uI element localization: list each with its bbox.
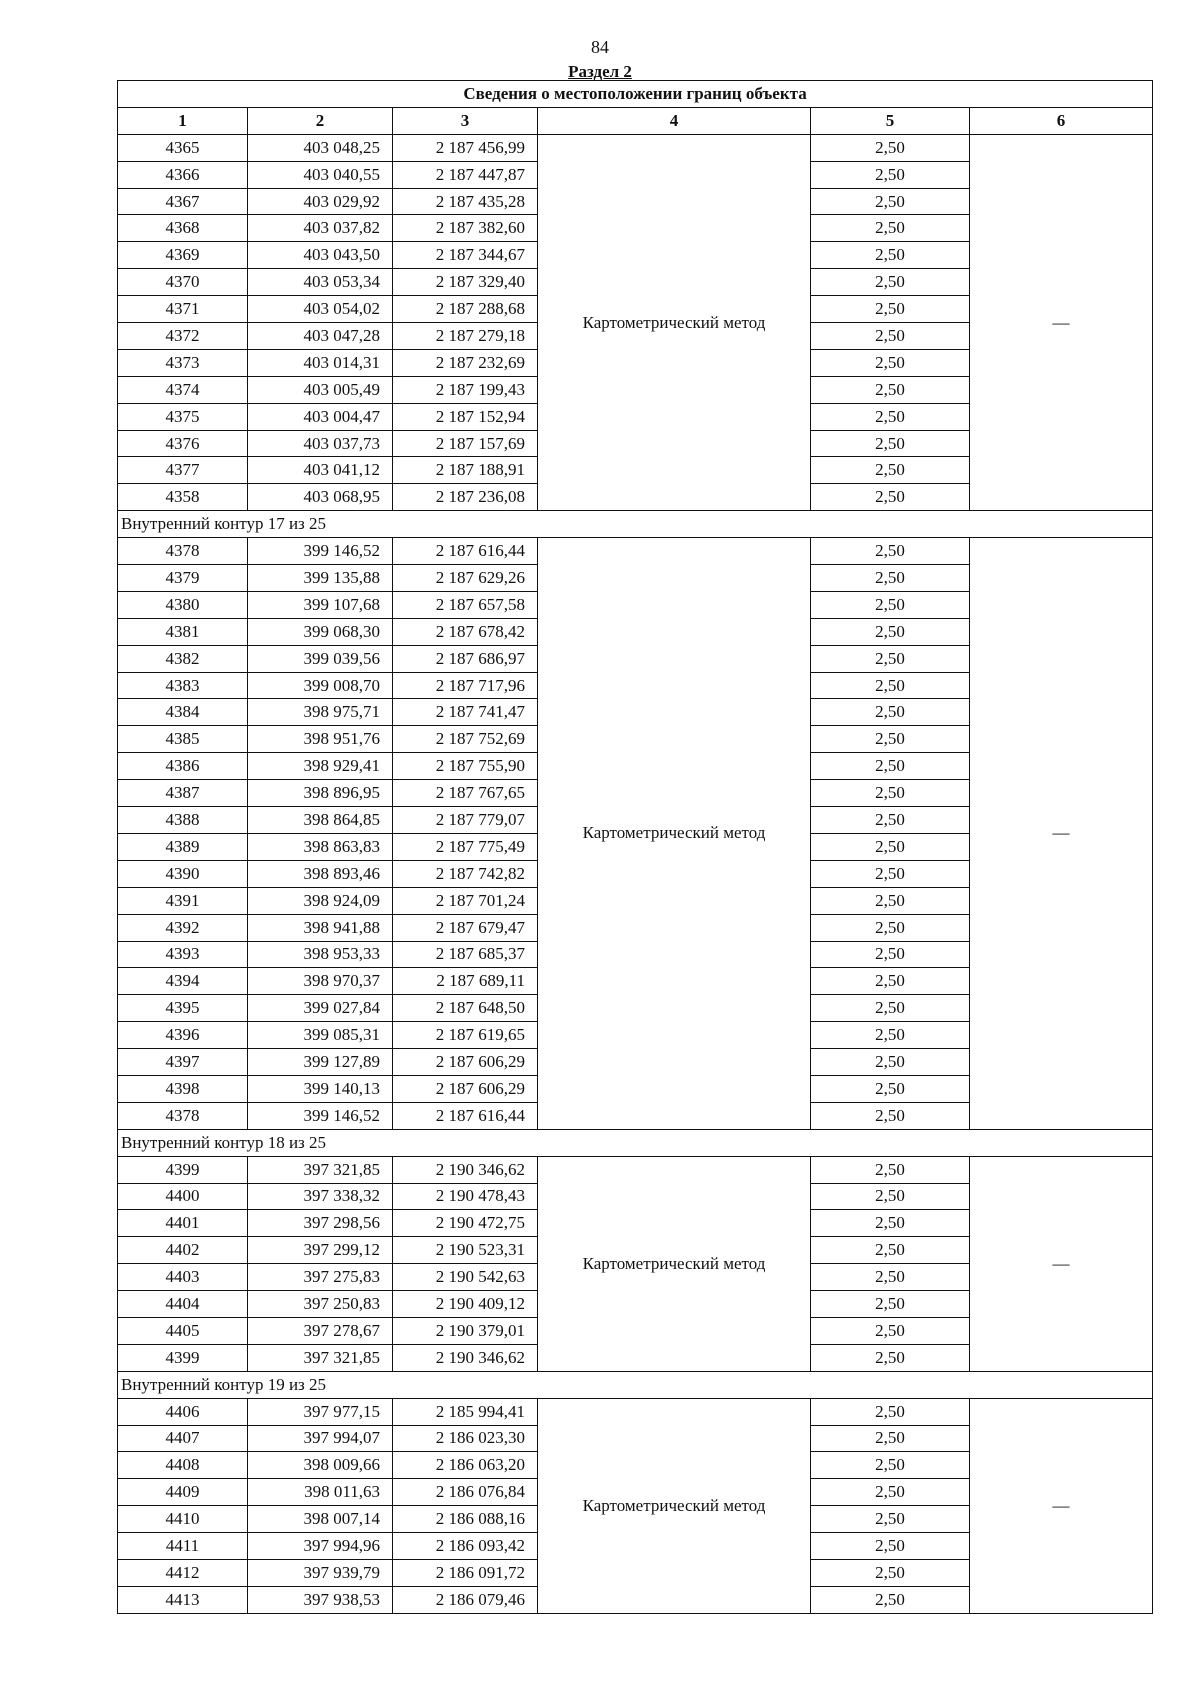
y-coordinate-cell: 2 187 689,11 [393, 968, 538, 995]
accuracy-cell: 2,50 [811, 887, 970, 914]
x-coordinate-cell: 399 085,31 [248, 1022, 393, 1049]
y-coordinate-cell: 2 190 346,62 [393, 1344, 538, 1371]
x-coordinate-cell: 399 140,13 [248, 1075, 393, 1102]
accuracy-cell: 2,50 [811, 780, 970, 807]
accuracy-cell: 2,50 [811, 1075, 970, 1102]
x-coordinate-cell: 397 275,83 [248, 1264, 393, 1291]
y-coordinate-cell: 2 187 344,67 [393, 242, 538, 269]
section-title: Раздел 2 [568, 62, 632, 81]
point-number-cell: 4371 [118, 296, 248, 323]
x-coordinate-cell: 397 939,79 [248, 1559, 393, 1586]
contour-header-row [118, 1129, 1153, 1156]
x-coordinate-cell: 403 029,92 [248, 188, 393, 215]
point-number-cell: 4377 [118, 457, 248, 484]
y-coordinate-cell: 2 187 701,24 [393, 887, 538, 914]
y-coordinate-cell: 2 187 755,90 [393, 753, 538, 780]
accuracy-cell: 2,50 [811, 699, 970, 726]
accuracy-cell: 2,50 [811, 161, 970, 188]
accuracy-cell: 2,50 [811, 1559, 970, 1586]
y-coordinate-cell: 2 187 679,47 [393, 914, 538, 941]
method-cell: Картометрический метод [538, 1398, 811, 1613]
table-row [118, 538, 1153, 565]
accuracy-cell: 2,50 [811, 1586, 970, 1613]
y-coordinate-cell: 2 190 346,62 [393, 1156, 538, 1183]
y-coordinate-cell: 2 187 742,82 [393, 860, 538, 887]
y-coordinate-cell: 2 186 076,84 [393, 1479, 538, 1506]
contour-label: Внутренний контур 18 из 25 [118, 1129, 1153, 1156]
contour-label: Внутренний контур 17 из 25 [118, 511, 1153, 538]
x-coordinate-cell: 398 970,37 [248, 968, 393, 995]
point-number-cell: 4413 [118, 1586, 248, 1613]
accuracy-cell: 2,50 [811, 1237, 970, 1264]
point-number-cell: 4373 [118, 349, 248, 376]
y-coordinate-cell: 2 187 382,60 [393, 215, 538, 242]
y-coordinate-cell: 2 187 329,40 [393, 269, 538, 296]
x-coordinate-cell: 398 864,85 [248, 807, 393, 834]
description-cell: — [970, 1156, 1153, 1371]
accuracy-cell: 2,50 [811, 833, 970, 860]
accuracy-cell: 2,50 [811, 1022, 970, 1049]
x-coordinate-cell: 403 054,02 [248, 296, 393, 323]
point-number-cell: 4380 [118, 591, 248, 618]
x-coordinate-cell: 398 975,71 [248, 699, 393, 726]
y-coordinate-cell: 2 186 063,20 [393, 1452, 538, 1479]
y-coordinate-cell: 2 187 606,29 [393, 1049, 538, 1076]
point-number-cell: 4393 [118, 941, 248, 968]
point-number-cell: 4389 [118, 833, 248, 860]
accuracy-cell: 2,50 [811, 376, 970, 403]
accuracy-cell: 2,50 [811, 1049, 970, 1076]
accuracy-cell: 2,50 [811, 215, 970, 242]
accuracy-cell: 2,50 [811, 403, 970, 430]
accuracy-cell: 2,50 [811, 1452, 970, 1479]
x-coordinate-cell: 403 014,31 [248, 349, 393, 376]
point-number-cell: 4399 [118, 1156, 248, 1183]
table-row [118, 1156, 1153, 1183]
point-number-cell: 4397 [118, 1049, 248, 1076]
accuracy-cell: 2,50 [811, 1264, 970, 1291]
y-coordinate-cell: 2 187 619,65 [393, 1022, 538, 1049]
y-coordinate-cell: 2 187 648,50 [393, 995, 538, 1022]
point-number-cell: 4382 [118, 645, 248, 672]
point-number-cell: 4379 [118, 565, 248, 592]
y-coordinate-cell: 2 187 447,87 [393, 161, 538, 188]
x-coordinate-cell: 403 037,82 [248, 215, 393, 242]
accuracy-cell: 2,50 [811, 1210, 970, 1237]
y-coordinate-cell: 2 190 523,31 [393, 1237, 538, 1264]
y-coordinate-cell: 2 186 079,46 [393, 1586, 538, 1613]
point-number-cell: 4404 [118, 1291, 248, 1318]
y-coordinate-cell: 2 187 279,18 [393, 323, 538, 350]
y-coordinate-cell: 2 187 775,49 [393, 833, 538, 860]
y-coordinate-cell: 2 187 188,91 [393, 457, 538, 484]
accuracy-cell: 2,50 [811, 1344, 970, 1371]
y-coordinate-cell: 2 186 093,42 [393, 1533, 538, 1560]
y-coordinate-cell: 2 187 779,07 [393, 807, 538, 834]
accuracy-cell: 2,50 [811, 672, 970, 699]
accuracy-cell: 2,50 [811, 349, 970, 376]
x-coordinate-cell: 399 146,52 [248, 1102, 393, 1129]
point-number-cell: 4385 [118, 726, 248, 753]
accuracy-cell: 2,50 [811, 807, 970, 834]
accuracy-cell: 2,50 [811, 914, 970, 941]
accuracy-cell: 2,50 [811, 269, 970, 296]
point-number-cell: 4410 [118, 1506, 248, 1533]
x-coordinate-cell: 398 009,66 [248, 1452, 393, 1479]
accuracy-cell: 2,50 [811, 296, 970, 323]
x-coordinate-cell: 397 299,12 [248, 1237, 393, 1264]
column-number-5: 5 [811, 107, 970, 134]
point-number-cell: 4391 [118, 887, 248, 914]
accuracy-cell: 2,50 [811, 1398, 970, 1425]
point-number-cell: 4366 [118, 161, 248, 188]
accuracy-cell: 2,50 [811, 457, 970, 484]
accuracy-cell: 2,50 [811, 323, 970, 350]
y-coordinate-cell: 2 187 717,96 [393, 672, 538, 699]
description-cell: — [970, 134, 1153, 510]
y-coordinate-cell: 2 187 767,65 [393, 780, 538, 807]
table-caption: Сведения о местоположении границ объекта [118, 81, 1153, 108]
x-coordinate-cell: 403 041,12 [248, 457, 393, 484]
accuracy-cell: 2,50 [811, 484, 970, 511]
column-number-2: 2 [248, 107, 393, 134]
accuracy-cell: 2,50 [811, 645, 970, 672]
description-cell: — [970, 538, 1153, 1130]
x-coordinate-cell: 403 004,47 [248, 403, 393, 430]
y-coordinate-cell: 2 187 678,42 [393, 618, 538, 645]
x-coordinate-cell: 403 037,73 [248, 430, 393, 457]
point-number-cell: 4405 [118, 1317, 248, 1344]
y-coordinate-cell: 2 187 157,69 [393, 430, 538, 457]
x-coordinate-cell: 403 047,28 [248, 323, 393, 350]
x-coordinate-cell: 398 863,83 [248, 833, 393, 860]
x-coordinate-cell: 399 107,68 [248, 591, 393, 618]
point-number-cell: 4384 [118, 699, 248, 726]
x-coordinate-cell: 398 896,95 [248, 780, 393, 807]
x-coordinate-cell: 403 053,34 [248, 269, 393, 296]
accuracy-cell: 2,50 [811, 968, 970, 995]
x-coordinate-cell: 398 953,33 [248, 941, 393, 968]
table-row [118, 134, 1153, 161]
column-number-6: 6 [970, 107, 1153, 134]
x-coordinate-cell: 399 027,84 [248, 995, 393, 1022]
x-coordinate-cell: 399 068,30 [248, 618, 393, 645]
x-coordinate-cell: 397 938,53 [248, 1586, 393, 1613]
page-number: 84 [591, 37, 609, 57]
point-number-cell: 4400 [118, 1183, 248, 1210]
x-coordinate-cell: 398 929,41 [248, 753, 393, 780]
table-row [118, 1398, 1153, 1425]
accuracy-cell: 2,50 [811, 1183, 970, 1210]
point-number-cell: 4372 [118, 323, 248, 350]
accuracy-cell: 2,50 [811, 430, 970, 457]
accuracy-cell: 2,50 [811, 1291, 970, 1318]
x-coordinate-cell: 397 338,32 [248, 1183, 393, 1210]
accuracy-cell: 2,50 [811, 995, 970, 1022]
y-coordinate-cell: 2 187 232,69 [393, 349, 538, 376]
point-number-cell: 4402 [118, 1237, 248, 1264]
y-coordinate-cell: 2 187 236,08 [393, 484, 538, 511]
x-coordinate-cell: 397 278,67 [248, 1317, 393, 1344]
point-number-cell: 4395 [118, 995, 248, 1022]
point-number-cell: 4367 [118, 188, 248, 215]
accuracy-cell: 2,50 [811, 1533, 970, 1560]
x-coordinate-cell: 398 924,09 [248, 887, 393, 914]
point-number-cell: 4403 [118, 1264, 248, 1291]
point-number-cell: 4390 [118, 860, 248, 887]
accuracy-cell: 2,50 [811, 753, 970, 780]
accuracy-cell: 2,50 [811, 591, 970, 618]
x-coordinate-cell: 397 321,85 [248, 1156, 393, 1183]
y-coordinate-cell: 2 190 379,01 [393, 1317, 538, 1344]
x-coordinate-cell: 397 994,96 [248, 1533, 393, 1560]
point-number-cell: 4411 [118, 1533, 248, 1560]
y-coordinate-cell: 2 187 752,69 [393, 726, 538, 753]
x-coordinate-cell: 399 135,88 [248, 565, 393, 592]
point-number-cell: 4368 [118, 215, 248, 242]
point-number-cell: 4386 [118, 753, 248, 780]
y-coordinate-cell: 2 190 478,43 [393, 1183, 538, 1210]
accuracy-cell: 2,50 [811, 1102, 970, 1129]
method-cell: Картометрический метод [538, 1156, 811, 1371]
y-coordinate-cell: 2 187 741,47 [393, 699, 538, 726]
x-coordinate-cell: 403 068,95 [248, 484, 393, 511]
y-coordinate-cell: 2 186 088,16 [393, 1506, 538, 1533]
column-number-row [118, 107, 1153, 134]
y-coordinate-cell: 2 187 456,99 [393, 134, 538, 161]
y-coordinate-cell: 2 187 657,58 [393, 591, 538, 618]
point-number-cell: 4394 [118, 968, 248, 995]
accuracy-cell: 2,50 [811, 618, 970, 645]
y-coordinate-cell: 2 187 616,44 [393, 1102, 538, 1129]
accuracy-cell: 2,50 [811, 1506, 970, 1533]
point-number-cell: 4399 [118, 1344, 248, 1371]
accuracy-cell: 2,50 [811, 941, 970, 968]
point-number-cell: 4407 [118, 1425, 248, 1452]
y-coordinate-cell: 2 190 409,12 [393, 1291, 538, 1318]
x-coordinate-cell: 403 005,49 [248, 376, 393, 403]
point-number-cell: 4406 [118, 1398, 248, 1425]
point-number-cell: 4378 [118, 538, 248, 565]
y-coordinate-cell: 2 187 152,94 [393, 403, 538, 430]
point-number-cell: 4378 [118, 1102, 248, 1129]
x-coordinate-cell: 399 146,52 [248, 538, 393, 565]
method-cell: Картометрический метод [538, 134, 811, 510]
x-coordinate-cell: 397 994,07 [248, 1425, 393, 1452]
contour-label: Внутренний контур 19 из 25 [118, 1371, 1153, 1398]
x-coordinate-cell: 403 048,25 [248, 134, 393, 161]
accuracy-cell: 2,50 [811, 538, 970, 565]
x-coordinate-cell: 398 007,14 [248, 1506, 393, 1533]
column-number-1: 1 [118, 107, 248, 134]
accuracy-cell: 2,50 [811, 860, 970, 887]
column-number-4: 4 [538, 107, 811, 134]
point-number-cell: 4412 [118, 1559, 248, 1586]
y-coordinate-cell: 2 190 542,63 [393, 1264, 538, 1291]
point-number-cell: 4401 [118, 1210, 248, 1237]
table-body [118, 134, 1153, 1613]
x-coordinate-cell: 399 039,56 [248, 645, 393, 672]
x-coordinate-cell: 398 941,88 [248, 914, 393, 941]
y-coordinate-cell: 2 187 288,68 [393, 296, 538, 323]
y-coordinate-cell: 2 187 616,44 [393, 538, 538, 565]
point-number-cell: 4374 [118, 376, 248, 403]
x-coordinate-cell: 403 040,55 [248, 161, 393, 188]
x-coordinate-cell: 397 250,83 [248, 1291, 393, 1318]
boundary-table [117, 80, 1153, 1614]
point-number-cell: 4381 [118, 618, 248, 645]
accuracy-cell: 2,50 [811, 242, 970, 269]
y-coordinate-cell: 2 187 435,28 [393, 188, 538, 215]
y-coordinate-cell: 2 190 472,75 [393, 1210, 538, 1237]
method-cell: Картометрический метод [538, 538, 811, 1130]
x-coordinate-cell: 398 951,76 [248, 726, 393, 753]
accuracy-cell: 2,50 [811, 565, 970, 592]
point-number-cell: 4387 [118, 780, 248, 807]
x-coordinate-cell: 399 008,70 [248, 672, 393, 699]
x-coordinate-cell: 397 977,15 [248, 1398, 393, 1425]
y-coordinate-cell: 2 187 629,26 [393, 565, 538, 592]
contour-header-row [118, 1371, 1153, 1398]
y-coordinate-cell: 2 185 994,41 [393, 1398, 538, 1425]
point-number-cell: 4383 [118, 672, 248, 699]
point-number-cell: 4358 [118, 484, 248, 511]
accuracy-cell: 2,50 [811, 134, 970, 161]
x-coordinate-cell: 397 321,85 [248, 1344, 393, 1371]
column-number-3: 3 [393, 107, 538, 134]
y-coordinate-cell: 2 186 091,72 [393, 1559, 538, 1586]
accuracy-cell: 2,50 [811, 1479, 970, 1506]
y-coordinate-cell: 2 187 199,43 [393, 376, 538, 403]
y-coordinate-cell: 2 187 685,37 [393, 941, 538, 968]
y-coordinate-cell: 2 187 686,97 [393, 645, 538, 672]
x-coordinate-cell: 398 893,46 [248, 860, 393, 887]
accuracy-cell: 2,50 [811, 1317, 970, 1344]
y-coordinate-cell: 2 187 606,29 [393, 1075, 538, 1102]
point-number-cell: 4376 [118, 430, 248, 457]
accuracy-cell: 2,50 [811, 188, 970, 215]
point-number-cell: 4369 [118, 242, 248, 269]
x-coordinate-cell: 399 127,89 [248, 1049, 393, 1076]
point-number-cell: 4365 [118, 134, 248, 161]
x-coordinate-cell: 403 043,50 [248, 242, 393, 269]
point-number-cell: 4408 [118, 1452, 248, 1479]
accuracy-cell: 2,50 [811, 1425, 970, 1452]
accuracy-cell: 2,50 [811, 726, 970, 753]
point-number-cell: 4388 [118, 807, 248, 834]
point-number-cell: 4398 [118, 1075, 248, 1102]
contour-header-row [118, 511, 1153, 538]
point-number-cell: 4396 [118, 1022, 248, 1049]
y-coordinate-cell: 2 186 023,30 [393, 1425, 538, 1452]
point-number-cell: 4409 [118, 1479, 248, 1506]
point-number-cell: 4375 [118, 403, 248, 430]
point-number-cell: 4392 [118, 914, 248, 941]
x-coordinate-cell: 398 011,63 [248, 1479, 393, 1506]
accuracy-cell: 2,50 [811, 1156, 970, 1183]
description-cell: — [970, 1398, 1153, 1613]
x-coordinate-cell: 397 298,56 [248, 1210, 393, 1237]
point-number-cell: 4370 [118, 269, 248, 296]
